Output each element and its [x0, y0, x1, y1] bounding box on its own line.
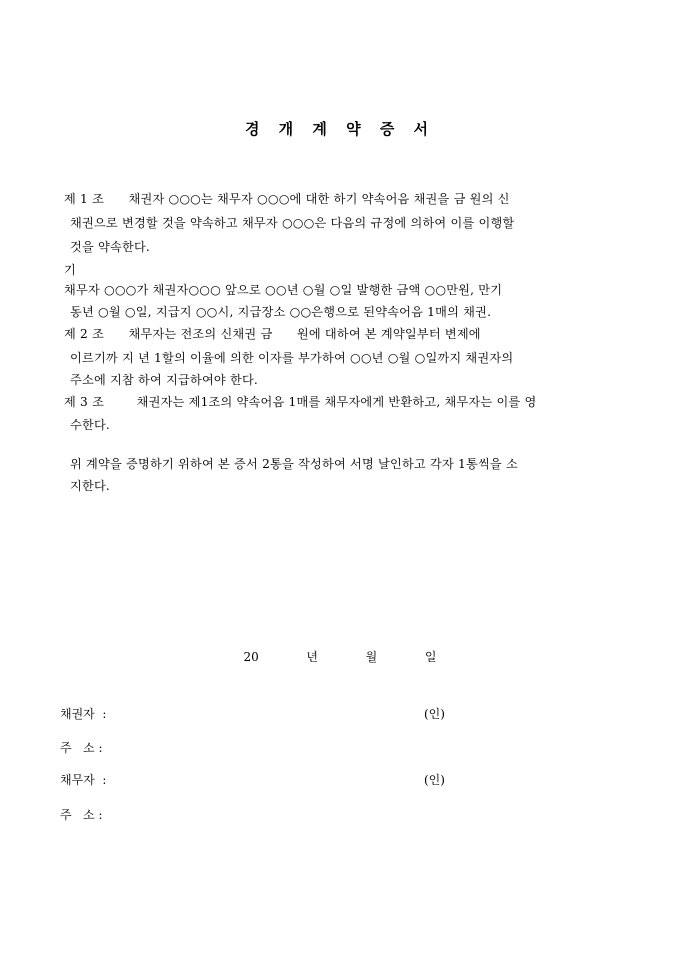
- article-2-line-3: 주소에 지참 하여 지급하여야 한다.: [70, 373, 258, 387]
- article-2-line-2: 이르기까 지 년 1할의 이율에 의한 이자를 부가하여 ○○년 ○월 ○일까지 채권자의: [70, 351, 514, 365]
- closing-line-2: 지한다.: [70, 479, 110, 493]
- creditor-seal: (인): [424, 707, 445, 721]
- note-line-2: 동년 ○월 ○일, 지급지 ○○시, 지급장소 ○○은행으로 된약속어음 1매의 채권.: [70, 305, 492, 319]
- creditor-address-label: 주 소 :: [60, 741, 103, 755]
- article-1-line-3: 것을 약속한다.: [70, 240, 150, 254]
- closing-line-1: 위 계약을 증명하기 위하여 본 증서 2통을 작성하여 서명 날인하고 각자 1통씩을 소: [70, 457, 518, 471]
- debtor-address-label: 주 소 :: [60, 808, 103, 822]
- article-1-line-1: 제 1 조 채권자 ○○○는 채무자 ○○○에 대한 하기 약속어음 채권을 금 원의 신: [64, 192, 510, 206]
- debtor-label: 채무자 :: [60, 773, 107, 787]
- section-marker: 기: [64, 263, 76, 277]
- document-title: 경 개 계 약 증 서: [244, 120, 436, 138]
- article-2-line-1: 제 2 조 채무자는 전조의 신채권 금 원에 대하여 본 계약일부터 변제에: [64, 327, 481, 341]
- creditor-label: 채권자 :: [60, 707, 107, 721]
- article-3-line-1: 제 3 조 채권자는 제1조의 약속어음 1매를 채무자에게 반환하고, 채무자는 이를 영: [64, 395, 537, 409]
- debtor-seal: (인): [424, 773, 445, 787]
- date-line: 20 년 월 일: [243, 650, 437, 664]
- article-3-line-2: 수한다.: [70, 418, 110, 432]
- article-1-line-2: 채권으로 변경할 것을 약속하고 채무자 ○○○은 다음의 규정에 의하여 이를 이행할: [70, 216, 515, 230]
- note-line-1: 채무자 ○○○가 채권자○○○ 앞으로 ○○년 ○월 ○일 발행한 금액 ○○만원, 만기: [64, 283, 503, 297]
